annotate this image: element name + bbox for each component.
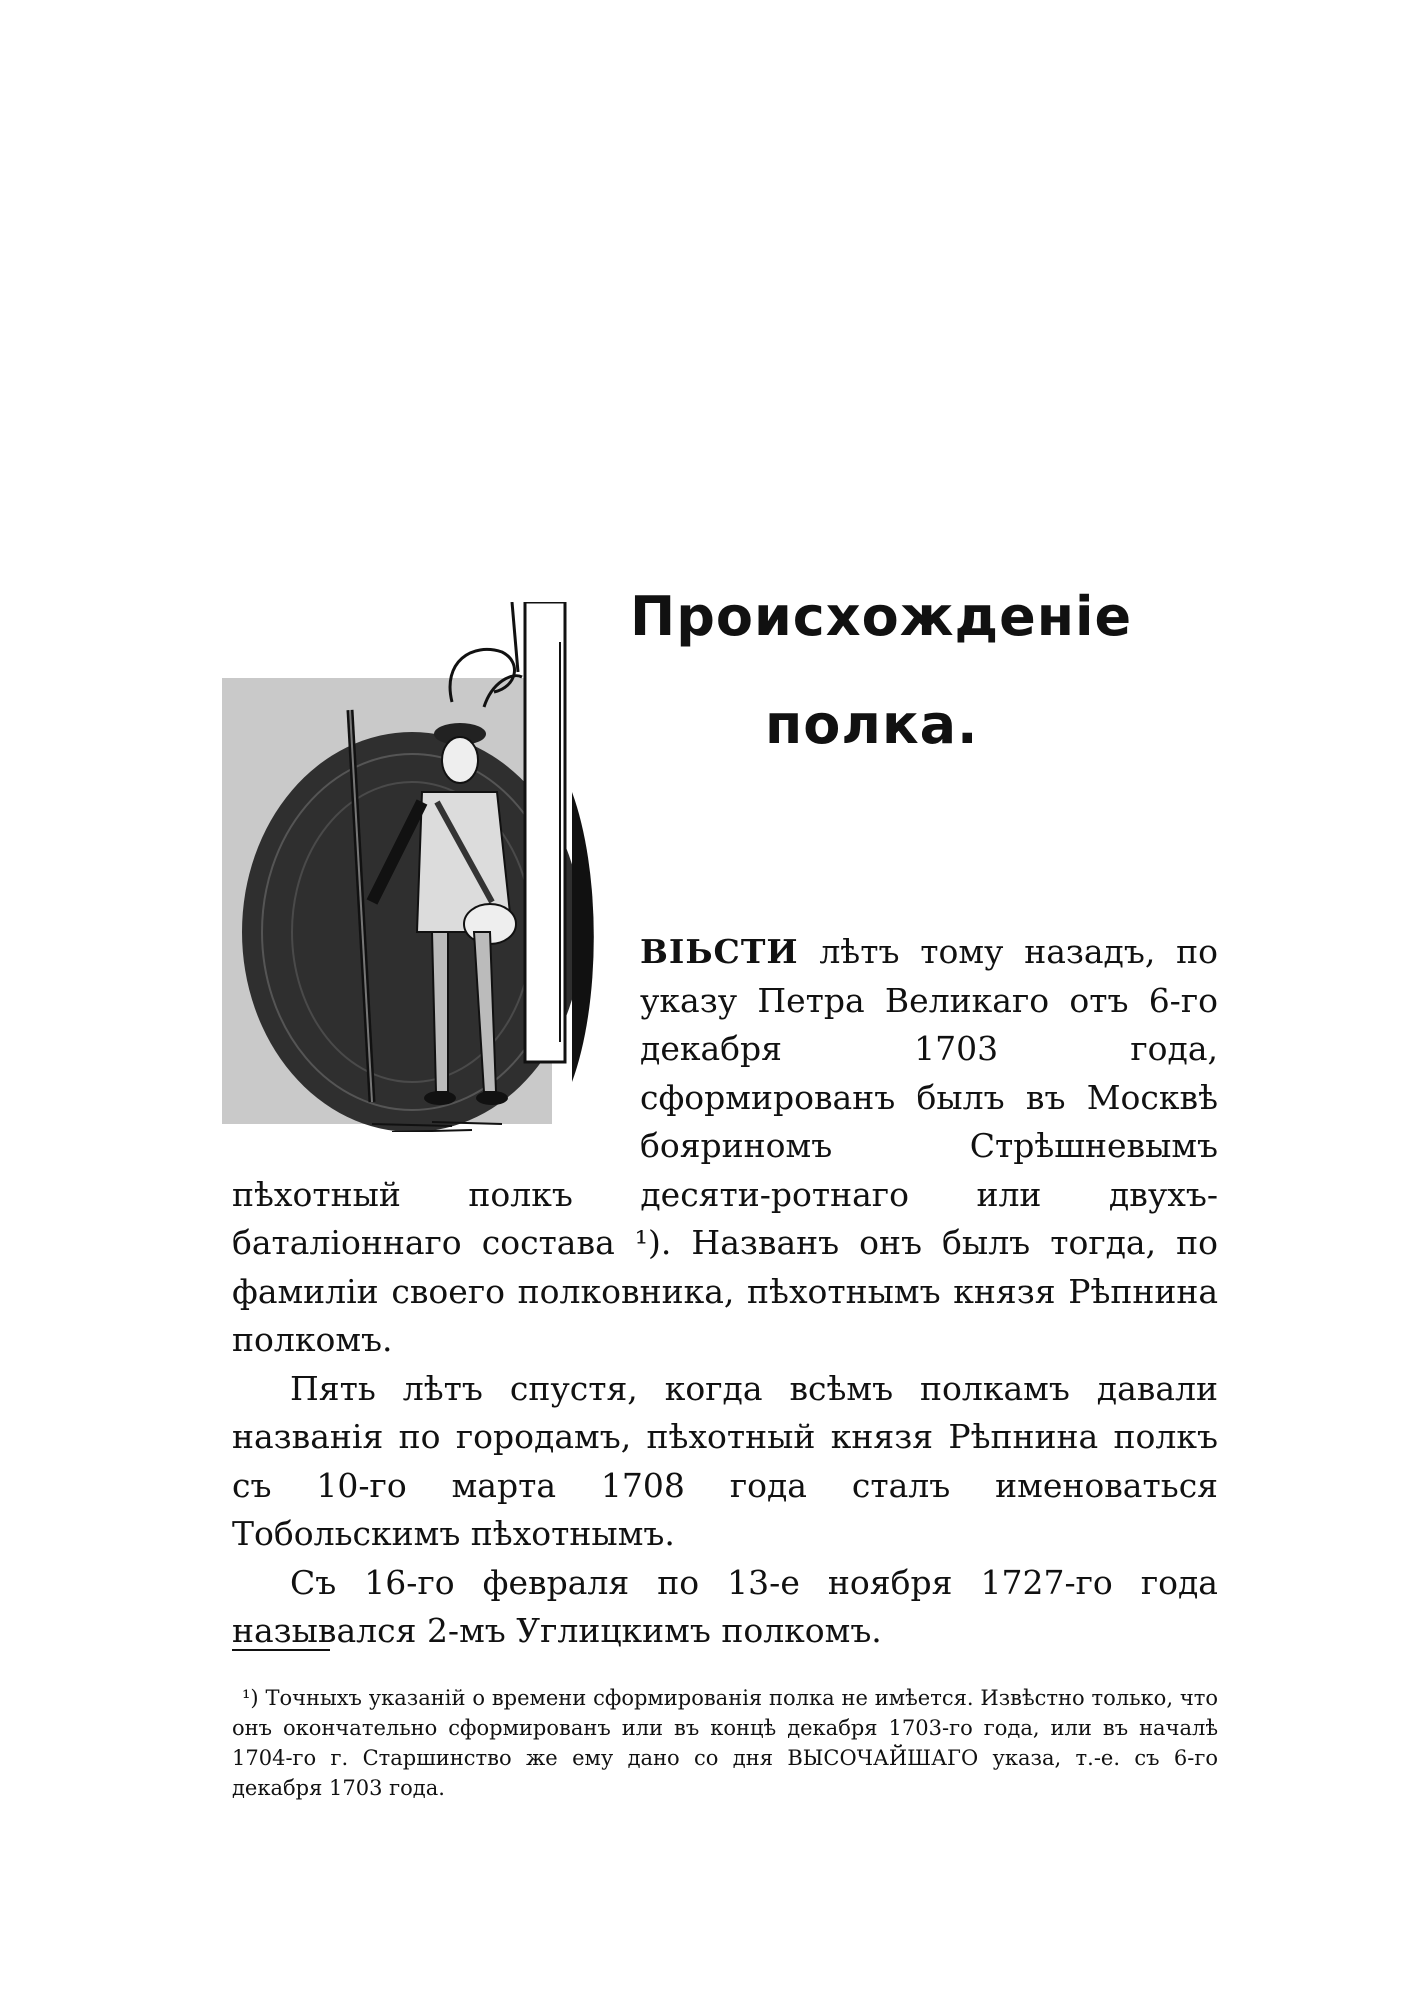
dropcap-word: ВІЬСТИ (640, 932, 799, 971)
chapter-title-line1: Происхожденіе (630, 585, 1133, 648)
chapter-title-line2: полка. (765, 693, 979, 756)
paragraph-2: Пять лѣтъ спустя, когда всѣмъ полкамъ давали названія по городамъ, пѣхотный князя Рѣпнина полкъ съ 10-го марта 1708 года сталъ именоваться Тобольскимъ пѣхотнымъ. (232, 1368, 1218, 1553)
footnote-divider (232, 1649, 330, 1651)
paragraph-1-text: лѣтъ тому назадъ, по указу Петра Великаго отъ 6-го декабря 1703 года, сформированъ былъ въ Москвѣ бояриномъ Стрѣшневымъ пѣхотный полкъ десяти-ротнаго или двухъ-баталіоннаго состава ¹). Названъ онъ былъ тогда, по фамиліи своего полковника, пѣхотнымъ князя Рѣпнина полкомъ. (232, 932, 1218, 1359)
illustration-wrap-spacer (232, 928, 632, 1164)
footnote-text: ¹) Точныхъ указаній о времени сформированія полка не имѣется. Извѣстно только, что онъ окончательно сформированъ или въ концѣ декабря 1703-го года, или въ началѣ 1704-го г. Старшинство же ему дано со дня ВЫСОЧАЙШАГО указа, т.-е. съ 6-го декабря 1703 года. (232, 1686, 1218, 1800)
body-text (232, 928, 1218, 1656)
paragraph-3: Съ 16-го февраля по 13-е ноября 1727-го года назывался 2-мъ Углицкимъ полкомъ. (232, 1562, 1218, 1650)
footnote (232, 1683, 1218, 1803)
